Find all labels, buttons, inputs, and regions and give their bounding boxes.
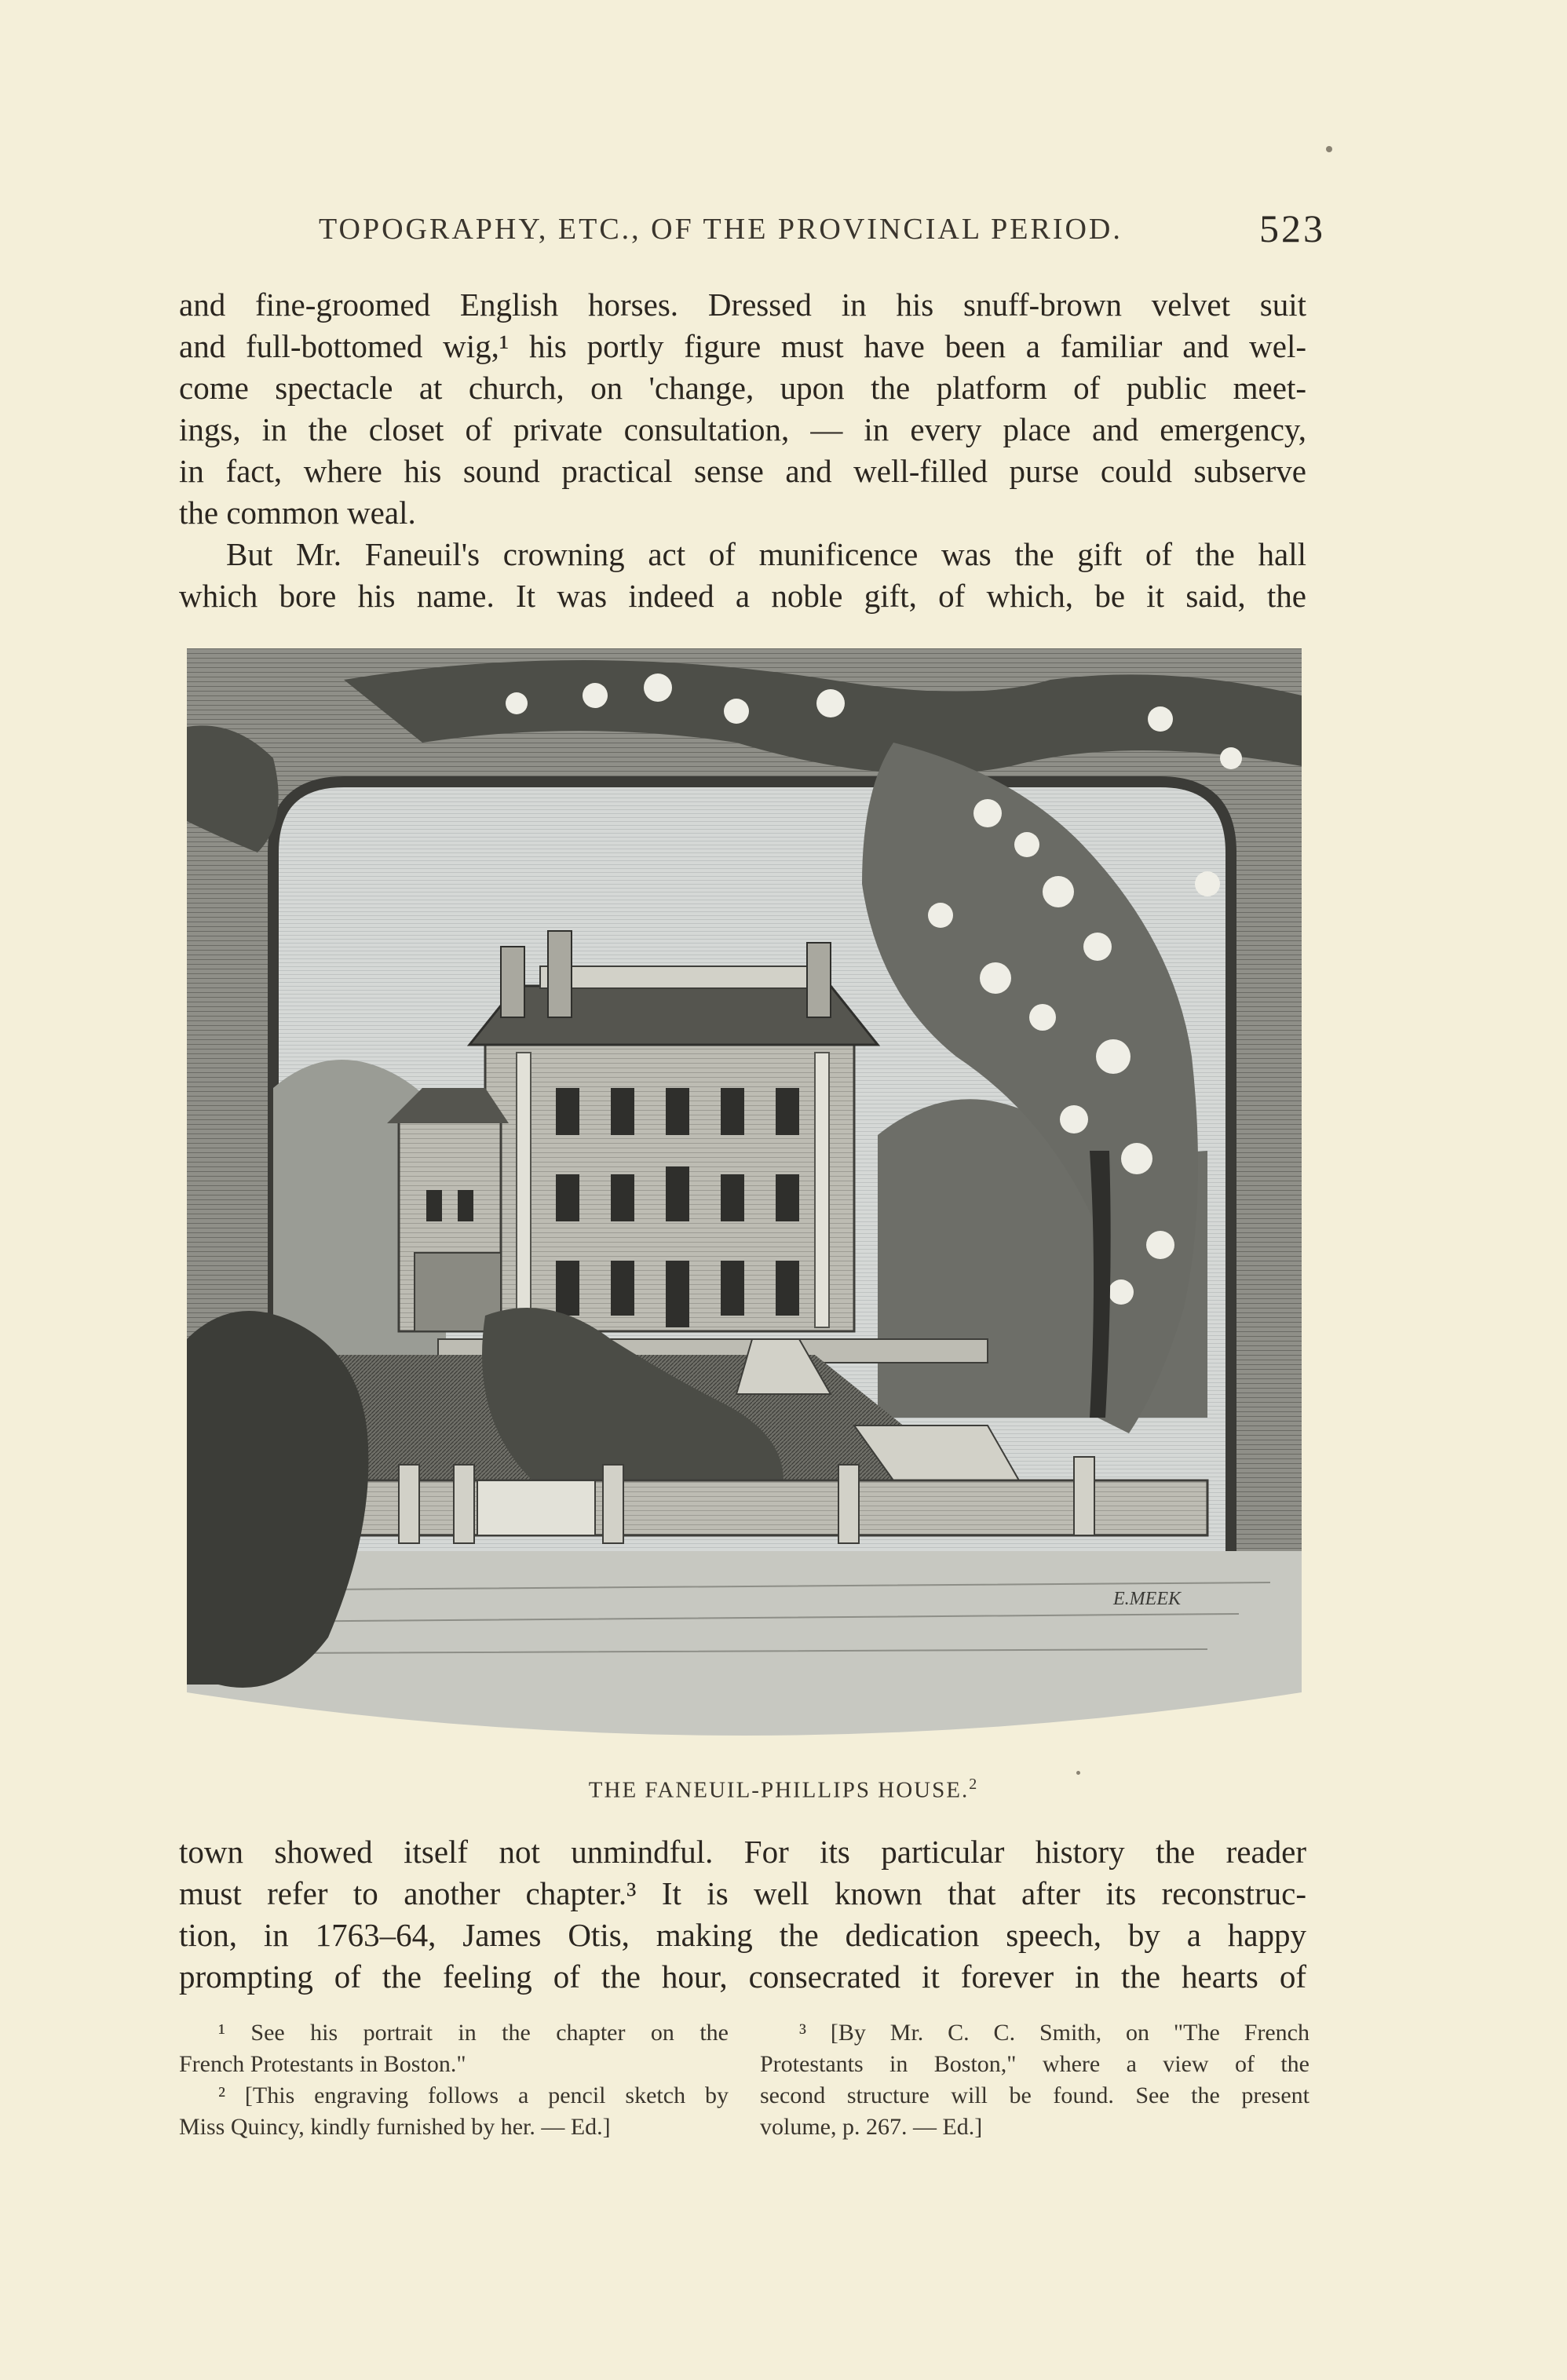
text-line: prompting of the feeling of the hour, consecrated it forever in the hearts of — [179, 1958, 1306, 1995]
page-number: 523 — [1259, 206, 1325, 250]
text-line: ings, in the closet of private consultation, — in every place and emergency, — [179, 411, 1306, 447]
footnotes-left-column — [179, 2017, 729, 2143]
figure-caption — [0, 1776, 1567, 1804]
text-line: the common weal. — [179, 495, 416, 531]
footnote-line: second structure will be found. See the present — [760, 2082, 1309, 2108]
footnotes-right-column — [760, 2017, 1309, 2143]
text-line: But Mr. Faneuil's crowning act of munificence was the gift of the hall — [226, 536, 1306, 572]
running-head — [179, 206, 1325, 261]
text-line: in fact, where his sound practical sense and well-filled purse could subserve — [179, 453, 1306, 489]
footnote-line: ² [This engraving follows a pencil sketch by — [218, 2082, 729, 2108]
text-line: tion, in 1763–64, James Otis, making the dedication speech, by a happy — [179, 1917, 1306, 1953]
text-line: come spectacle at church, on 'change, upon the platform of public meet- — [179, 370, 1306, 406]
footnote-line: ³ [By Mr. C. C. Smith, on "The French — [799, 2020, 1309, 2046]
body-text-bottom — [179, 1831, 1306, 1998]
text-line: which bore his name. It was indeed a noble gift, of which, be it said, the — [179, 578, 1306, 614]
engraving-illustration — [187, 648, 1302, 1758]
text-line: must refer to another chapter.³ It is well known that after its reconstruc- — [179, 1875, 1306, 1911]
engraver-signature: E.MEEK — [1113, 1589, 1181, 1609]
footnote-line: Protestants in Boston," where a view of the — [760, 2051, 1309, 2077]
running-title: TOPOGRAPHY, ETC., OF THE PROVINCIAL PERIOD. — [319, 213, 1123, 246]
caption-text: THE FANEUIL-PHILLIPS HOUSE. — [588, 1777, 970, 1803]
footnote-line: French Protestants in Boston." — [179, 2051, 466, 2077]
text-line: and fine-groomed English horses. Dressed in his snuff-brown velvet suit — [179, 287, 1306, 323]
ink-speck — [1076, 1771, 1080, 1775]
ink-speck — [1326, 146, 1332, 152]
engraving-faneuil-phillips-house — [187, 648, 1302, 1758]
text-line: town showed itself not unmindful. For its particular history the reader — [179, 1834, 1306, 1870]
text-line: and full-bottomed wig,¹ his portly figure must have been a familiar and wel- — [179, 328, 1306, 364]
caption-note-ref: 2 — [969, 1776, 979, 1793]
footnote-line: Miss Quincy, kindly furnished by her. — Ed.] — [179, 2114, 611, 2140]
footnotes — [179, 2017, 1309, 2159]
footnote-line: ¹ See his portrait in the chapter on the — [218, 2020, 729, 2046]
footnote-line: volume, p. 267. — Ed.] — [760, 2114, 983, 2140]
body-text-top — [179, 284, 1306, 617]
